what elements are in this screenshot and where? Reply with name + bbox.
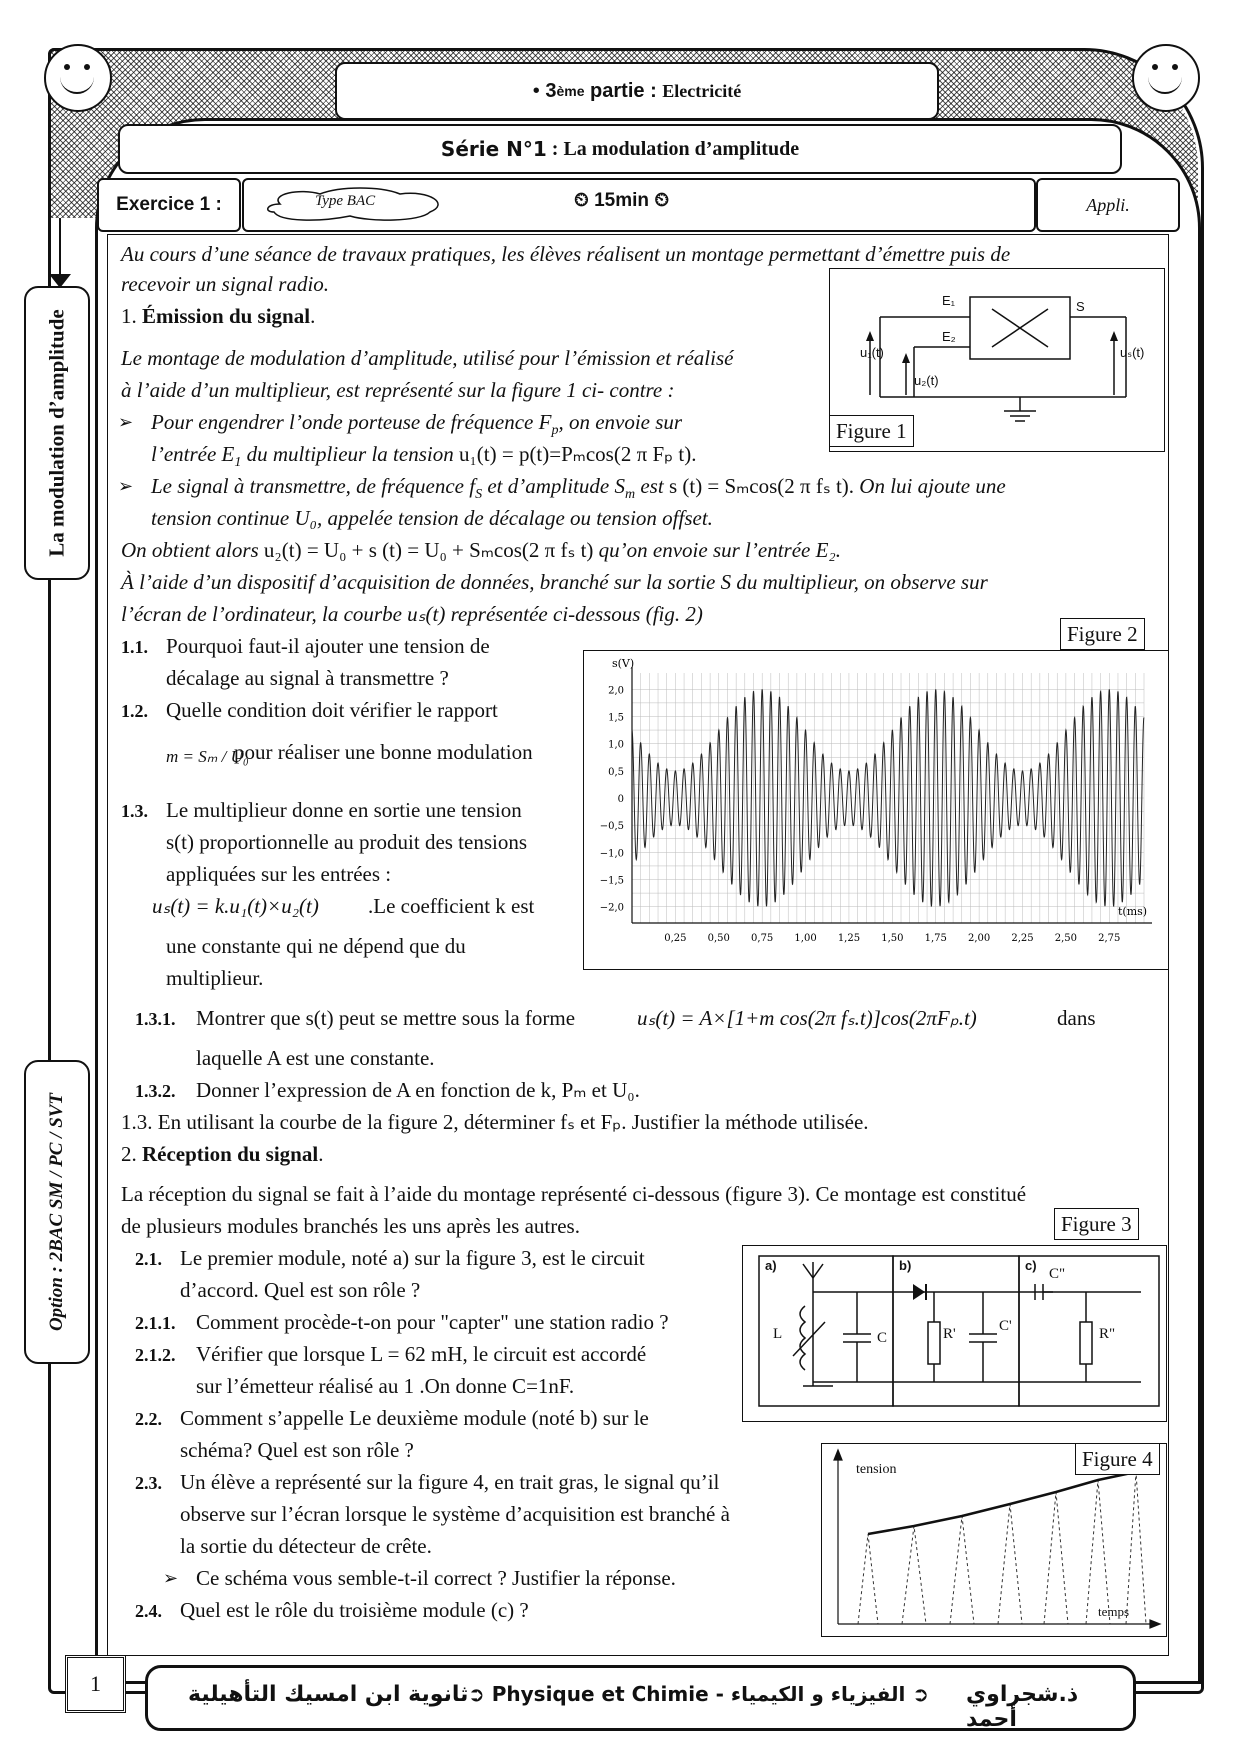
question-2-1: 2.1.	[135, 1249, 162, 1269]
question-1-3-2: 1.3.2.	[135, 1081, 176, 1101]
question-2-4: 2.4.	[135, 1601, 162, 1621]
duration: ⏲ 15min ⏲	[574, 190, 670, 211]
figure-1-label: Figure 1	[829, 415, 914, 447]
y-tick-label: −0,5	[599, 821, 624, 833]
para-4-line-2: de plusieurs modules branchés les uns après les autres.	[121, 1214, 580, 1238]
serie-title-box: Série N°1 : La modulation d’amplitude	[118, 124, 1122, 174]
question-1-3-1: 1.3.1.	[135, 1009, 176, 1029]
intro-line-2: recevoir un signal radio.	[121, 272, 330, 296]
para-1-line-2: à l’aide d’un multiplieur, est représenté sur la figure 1 ci- contre :	[121, 378, 675, 402]
exercise-label-box: Exercice 1 :	[97, 178, 241, 232]
figure-1-modulator-circuit: E₁ E₂ S u₁(t) u₂(t) uₛ(t) Figure 1	[829, 268, 1165, 452]
footer-bar	[145, 1665, 1136, 1731]
section-1-title: 1. Émission du signal.	[121, 304, 316, 328]
y-tick-label: −1,0	[599, 848, 624, 860]
y-axis-label: s(V)	[612, 657, 635, 670]
figure-4-envelope-detector: tension temps	[821, 1443, 1167, 1637]
level-box: Appli.	[1036, 178, 1180, 232]
question-2-1-1: 2.1.1.	[135, 1313, 176, 1333]
author-name: ذ.شجراوي أحمد	[966, 1682, 1079, 1732]
question-1-3: 1.3.	[121, 801, 148, 821]
para-1-line-1: Le montage de modulation d’amplitude, utilisé pour l’émission et réalisé	[121, 346, 734, 370]
question-2-2: 2.2.	[135, 1409, 162, 1429]
para-3-line-1: À l’aide d’un dispositif d’acquisition de données, branché sur la sortie S du multiplieur, on observe sur	[121, 570, 988, 594]
multiplier-formula: uₛ(t) = k.u₁(t)×u₂(t)	[152, 894, 319, 918]
section-2-title: 2. Réception du signal.	[121, 1142, 324, 1166]
x-tick-label: 0,50	[707, 933, 730, 944]
bullet-2-line-2: tension continue U₀, appelée tension de décalage ou tension offset.	[151, 506, 713, 530]
question-1-3-bis: 1.3. En utilisant la courbe de la figure 2, déterminer fₛ et Fₚ. Justifier la méthode utilisée.	[121, 1110, 869, 1134]
bullet-2-line-1: Le signal à transmettre, de fréquence $f_S$ et d’amplitude $S_m$ est s (t) = Sₘcos(2 π fₛ t). On lui ajoute une	[151, 474, 1006, 503]
subject-line: ➲ Physique et Chimie - الفيزياء و الكيمياء ➲	[468, 1682, 930, 1706]
x-tick-label: 0,75	[751, 933, 774, 944]
exercise-info-box	[242, 178, 1036, 232]
clock-icon: ⏲	[574, 190, 589, 211]
arrow-left-icon: ➲	[912, 1682, 930, 1706]
bullet-arrow-icon: ➢	[118, 412, 134, 433]
x-tick-label: 2,00	[967, 933, 991, 944]
question-2-3: 2.3.	[135, 1473, 162, 1493]
page-number-box: 1	[65, 1655, 126, 1713]
bullet-1-line-2: l’entrée $E_1$ du multiplieur la tension u₁(t) = p(t)=Pₘcos(2 π Fₚ t).	[151, 442, 697, 471]
question-1-2: 1.2.	[121, 701, 148, 721]
part-title-box: • 3 ème partie : Electricité	[335, 62, 939, 120]
y-tick-label: 1,0	[608, 739, 624, 751]
school-name: ثانوية ابن امسيك التأهيلية	[188, 1682, 469, 1707]
x-tick-label: 1,00	[794, 933, 817, 944]
question-2-1-2: 2.1.2.	[135, 1345, 176, 1365]
x-tick-label: 2,50	[1054, 933, 1078, 944]
x-tick-label: 1,25	[837, 933, 861, 944]
y-tick-label: 2,0	[608, 685, 624, 697]
x-tick-label: 0,25	[664, 933, 687, 944]
modulated-signal-chart	[584, 651, 1168, 969]
x-axis-label: t(ms)	[1118, 905, 1148, 918]
x-tick-label: 2,25	[1011, 933, 1034, 944]
smiley-right-icon	[1132, 44, 1200, 112]
sidebar-option: Option : 2BAC SM / PC / SVT	[24, 1060, 90, 1364]
figure-3-receiver-circuit: a) b) c) L C R' C' C" R"	[742, 1245, 1167, 1422]
figure-2-chart	[583, 650, 1169, 970]
bullet-arrow-icon: ➢	[118, 476, 134, 497]
para-4-line-1: La réception du signal se fait à l’aide du montage représenté ci-dessous (figure 3). Ce montage est constitué	[121, 1182, 1027, 1206]
arrow-right-icon: ➲	[468, 1682, 485, 1706]
y-tick-label: 1,5	[608, 712, 624, 724]
clock-icon: ⏲	[654, 190, 670, 211]
bullet-arrow-icon: ➢	[163, 1568, 179, 1589]
figure-4-label: Figure 4	[1075, 1443, 1160, 1475]
y-tick-label: 0,5	[608, 766, 624, 778]
para-3-line-2: l’écran de l’ordinateur, la courbe uₛ(t) représentée ci-dessous (fig. 2)	[121, 602, 703, 626]
modulated-signal-formula: uₛ(t) = A×[1+m cos(2π fₛ.t)]cos(2πFₚ.t)	[637, 1006, 977, 1030]
x-tick-label: 2,75	[1098, 933, 1121, 944]
figure-3-label: Figure 3	[1054, 1208, 1139, 1240]
sidebar-connector	[59, 218, 61, 280]
para-2: On obtient alors u₂(t) = U₀ + s (t) = U₀ + Sₘcos(2 π fₛ t) qu’on envoie sur l’entrée E₂.	[121, 538, 841, 562]
bullet-1-line-1: Pour engendrer l’onde porteuse de fréquence $F_p$, on envoie sur	[151, 410, 683, 439]
y-tick-label: −2,0	[599, 902, 624, 914]
y-tick-label: −1,5	[599, 875, 624, 887]
y-tick-label: 0	[617, 794, 624, 805]
sidebar-topic: La modulation d’amplitude	[24, 286, 90, 580]
ratio-formula: m = Sₘ / U₀	[166, 747, 249, 766]
figure-2-label: Figure 2	[1060, 618, 1145, 650]
type-bac-badge: Type BAC	[260, 186, 450, 222]
x-tick-label: 1,50	[881, 933, 904, 944]
intro-line-1: Au cours d’une séance de travaux pratiques, les élèves réalisent un montage permettant d’émettre puis de	[121, 242, 1011, 266]
question-1-1: 1.1.	[121, 637, 148, 657]
x-tick-label: 1,75	[924, 933, 947, 944]
smiley-left-icon	[44, 44, 112, 112]
